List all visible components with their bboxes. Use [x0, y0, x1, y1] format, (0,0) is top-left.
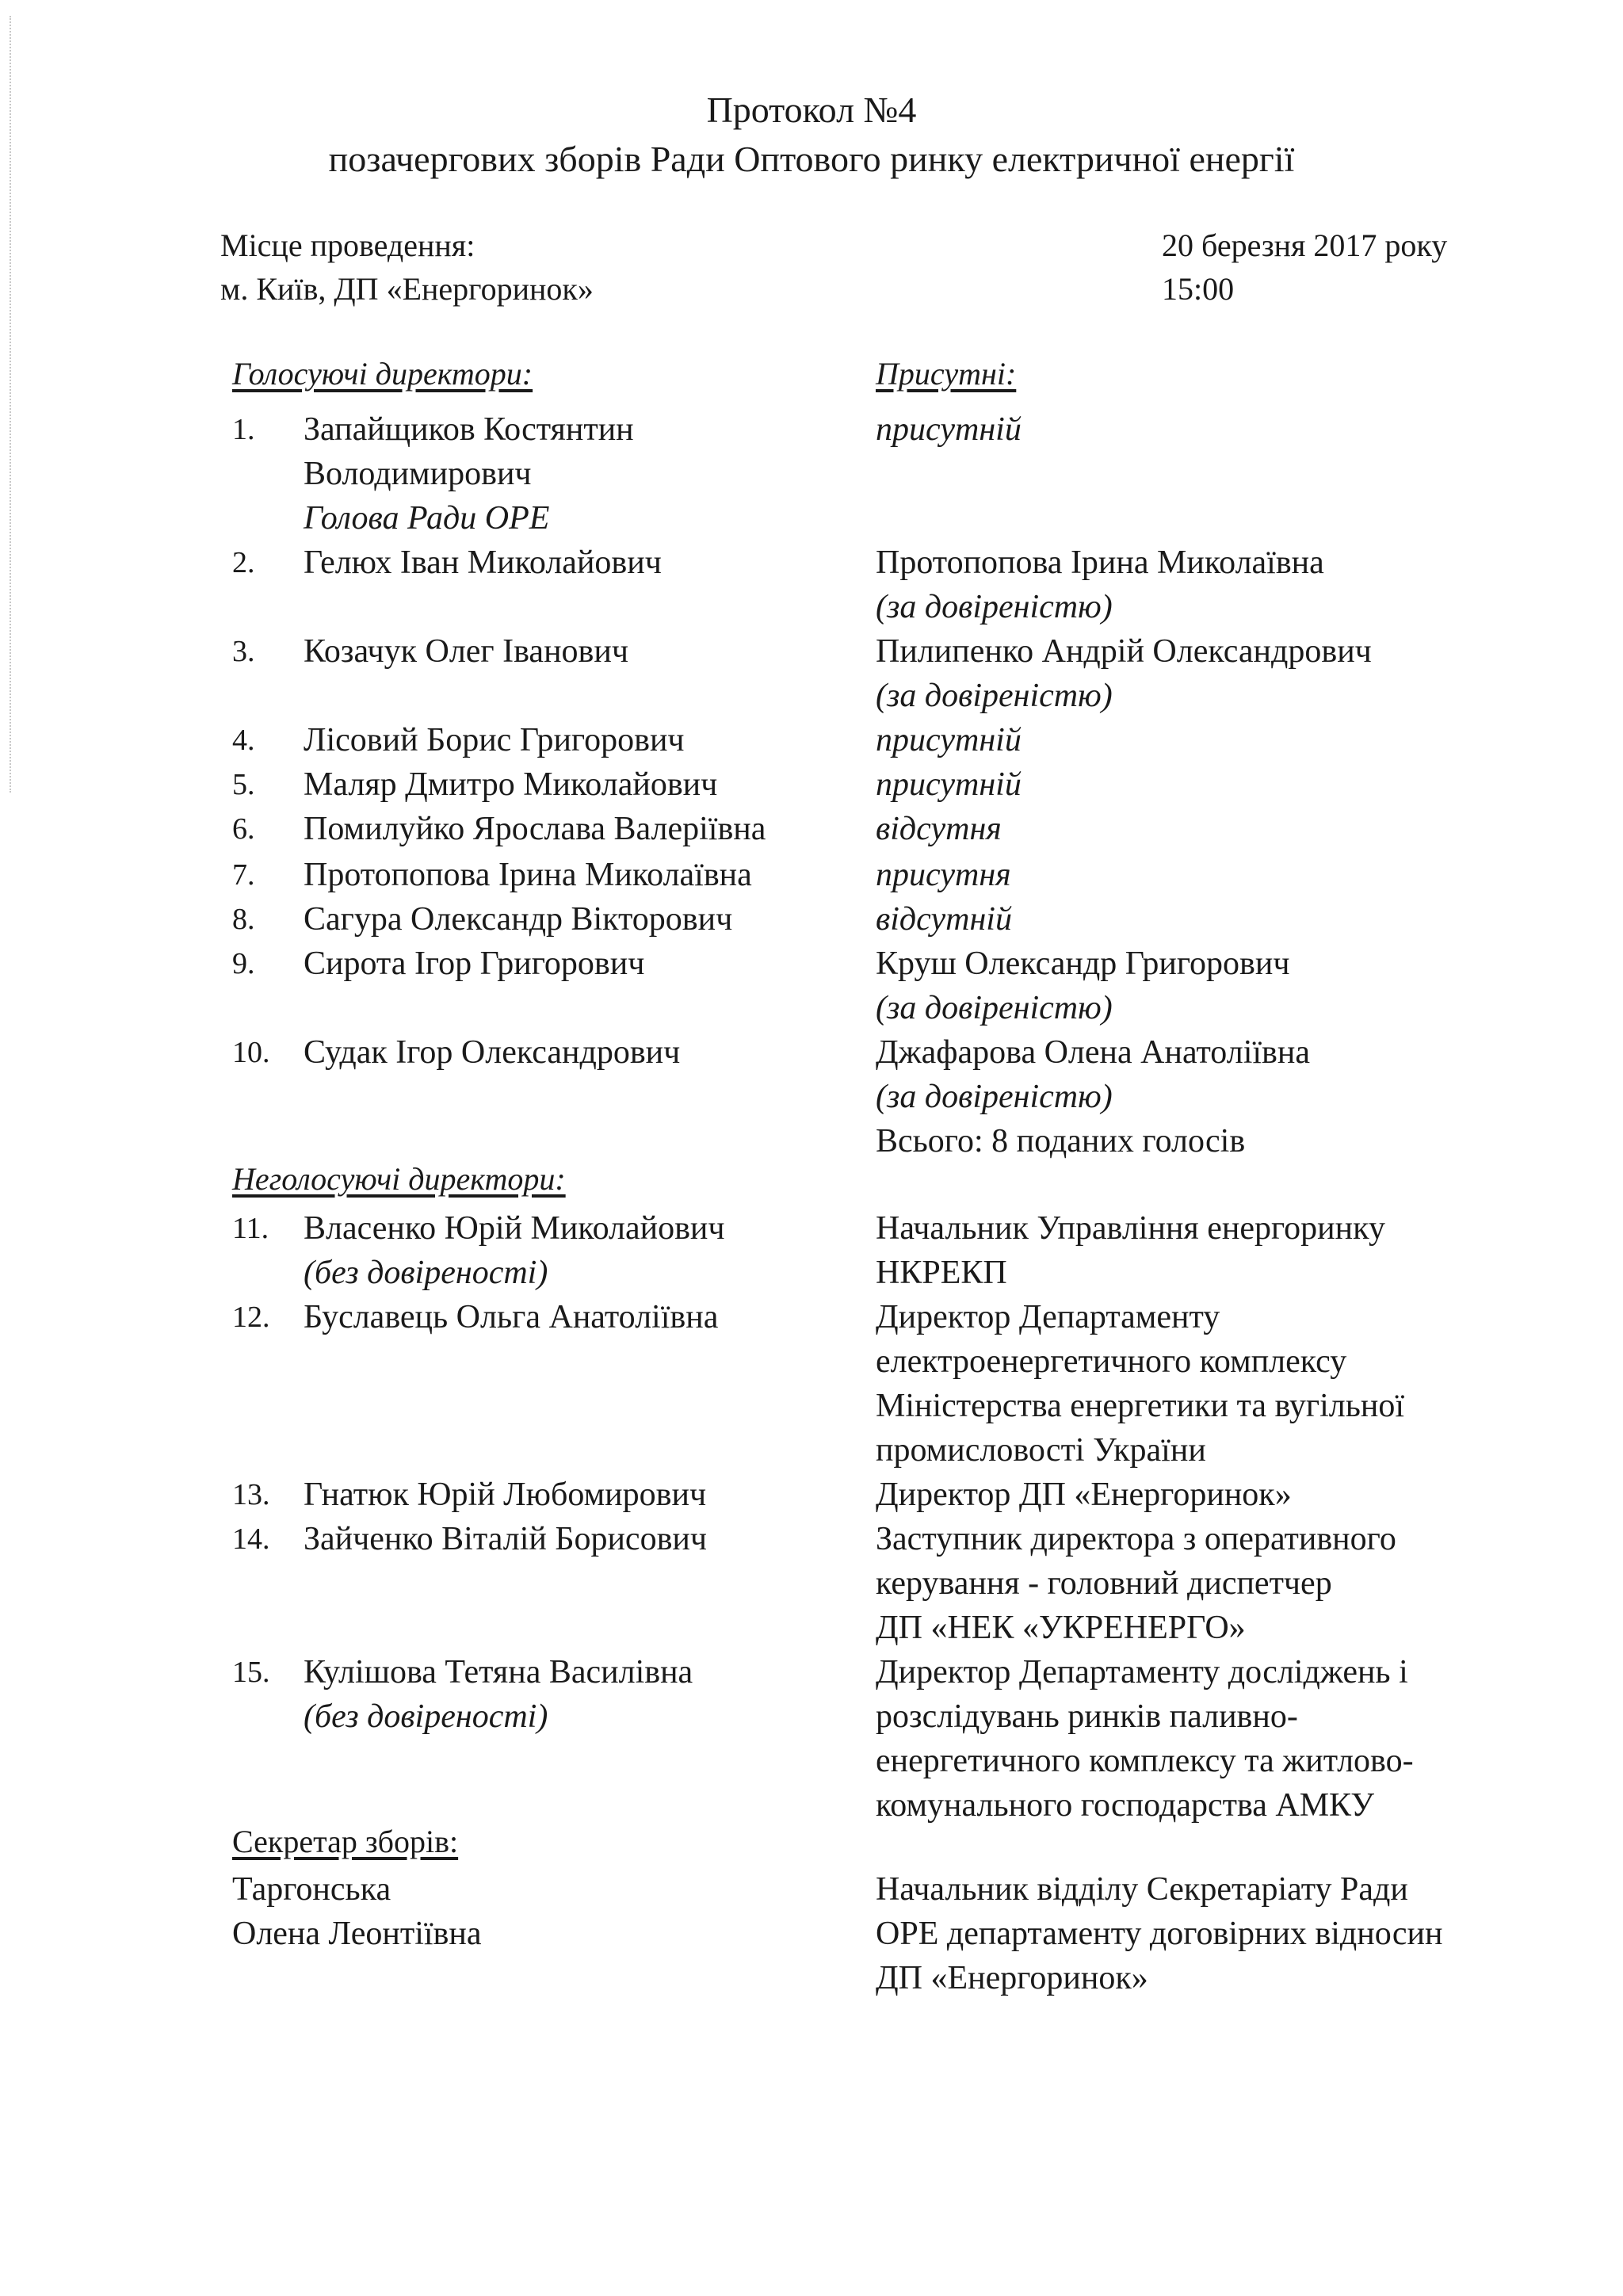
non-voting-heading: Неголосуючі директори:	[232, 1161, 566, 1197]
member-position: Начальник Управління енергоринку НКРЕКП	[876, 1210, 1385, 1291]
member-number: 6.	[232, 812, 255, 846]
member-role: Голова Ради ОРЕ	[304, 500, 550, 537]
member-name: Гелюх Іван Миколайович	[304, 544, 662, 581]
location-label: Місце проведення:	[220, 227, 475, 263]
location-value: м. Київ, ДП «Енергоринок»	[220, 271, 594, 307]
document-subtitle: позачергових зборів Ради Оптового ринку електричної енергії	[328, 139, 1295, 179]
member-number: 10.	[232, 1036, 270, 1069]
member-name: Лісовий Борис Григорович	[304, 722, 685, 758]
secretary-heading: Секретар зборів:	[232, 1824, 459, 1859]
member-number: 2.	[232, 546, 255, 579]
member-name: Сагура Олександр Вікторович	[304, 901, 733, 938]
member-position: Директор Департаменту електроенергетичного комплексу Міністерства енергетики та вугільної промисловості України	[876, 1299, 1405, 1469]
member-number: 1.	[232, 413, 255, 446]
meeting-location	[220, 223, 594, 311]
member-position: Заступник директора з оперативного керування - головний диспетчер ДП «НЕК «УКРЕНЕРГО»	[876, 1521, 1396, 1646]
member-status: Пилипенко Андрій Олександрович (за довіреністю)	[876, 633, 1372, 714]
member-number: 14.	[232, 1522, 270, 1556]
member-number: 4.	[232, 724, 255, 757]
member-status: Протопопова Ірина Миколаївна (за довіреністю)	[876, 544, 1324, 625]
member-name: Буславець Ольга Анатоліївна	[304, 1299, 719, 1335]
member-name: Зайченко Віталій Борисович	[304, 1521, 708, 1557]
member-status: відсутня	[876, 811, 1002, 847]
member-number: 5.	[232, 768, 255, 801]
member-number: 7.	[232, 858, 255, 892]
member-name: Гнатюк Юрій Любомирович	[304, 1477, 707, 1513]
member-number: 3.	[232, 635, 255, 668]
member-status: присутній	[876, 766, 1022, 803]
meeting-time: 15:00	[1162, 271, 1235, 307]
votes-total: Всього: 8 поданих голосів	[876, 1123, 1246, 1159]
present-heading: Присутні:	[876, 356, 1017, 392]
member-name: Протопопова Ірина Миколаївна	[304, 857, 752, 893]
voting-heading: Голосуючі директори:	[232, 356, 533, 392]
member-status: присутній	[876, 722, 1022, 758]
document-title: Протокол №4	[706, 90, 917, 130]
member-number: 11.	[232, 1212, 269, 1245]
member-number: 12.	[232, 1301, 270, 1334]
secretary-name: Таргонська Олена Леонтіївна	[232, 1871, 482, 1952]
member-name: Козачук Олег Іванович	[304, 633, 628, 670]
member-number: 13.	[232, 1478, 270, 1511]
member-position: Директор Департаменту досліджень і розслідувань ринків паливно- енергетичного комплексу та житлово- комунального господарства АМКУ	[876, 1654, 1414, 1824]
member-number: 15.	[232, 1656, 270, 1689]
member-name: Сирота Ігор Григорович	[304, 946, 645, 982]
member-status: Джафарова Олена Анатоліївна (за довіреністю) Всього: 8 поданих голосів	[876, 1030, 1557, 1163]
member-name: Кулішова Тетяна Василівна (без довіреності)	[304, 1654, 693, 1735]
member-status: відсутній	[876, 901, 1012, 938]
member-name: Маляр Дмитро Миколайович	[304, 766, 718, 803]
meeting-date: 20 березня 2017 року	[1162, 227, 1448, 263]
member-name: Запайщиков Костянтин Володимирович Голова Ради ОРЕ	[304, 407, 858, 541]
meeting-datetime	[1162, 223, 1447, 311]
member-status: присутня	[876, 857, 1011, 893]
member-status: Круш Олександр Григорович (за довіреністю)	[876, 946, 1290, 1026]
member-name: Судак Ігор Олександрович	[304, 1034, 681, 1071]
member-name: Помилуйко Ярослава Валеріївна	[304, 811, 766, 847]
member-number: 8.	[232, 903, 255, 936]
member-number: 9.	[232, 947, 255, 980]
member-name: Власенко Юрій Миколайович (без довіреності)	[304, 1210, 725, 1291]
secretary-position: Начальник відділу Секретаріату Ради ОРЕ департаменту договірних відносин ДП «Енергоринок»	[876, 1871, 1443, 1996]
member-status: присутній	[876, 411, 1022, 448]
member-position: Директор ДП «Енергоринок»	[876, 1477, 1292, 1513]
